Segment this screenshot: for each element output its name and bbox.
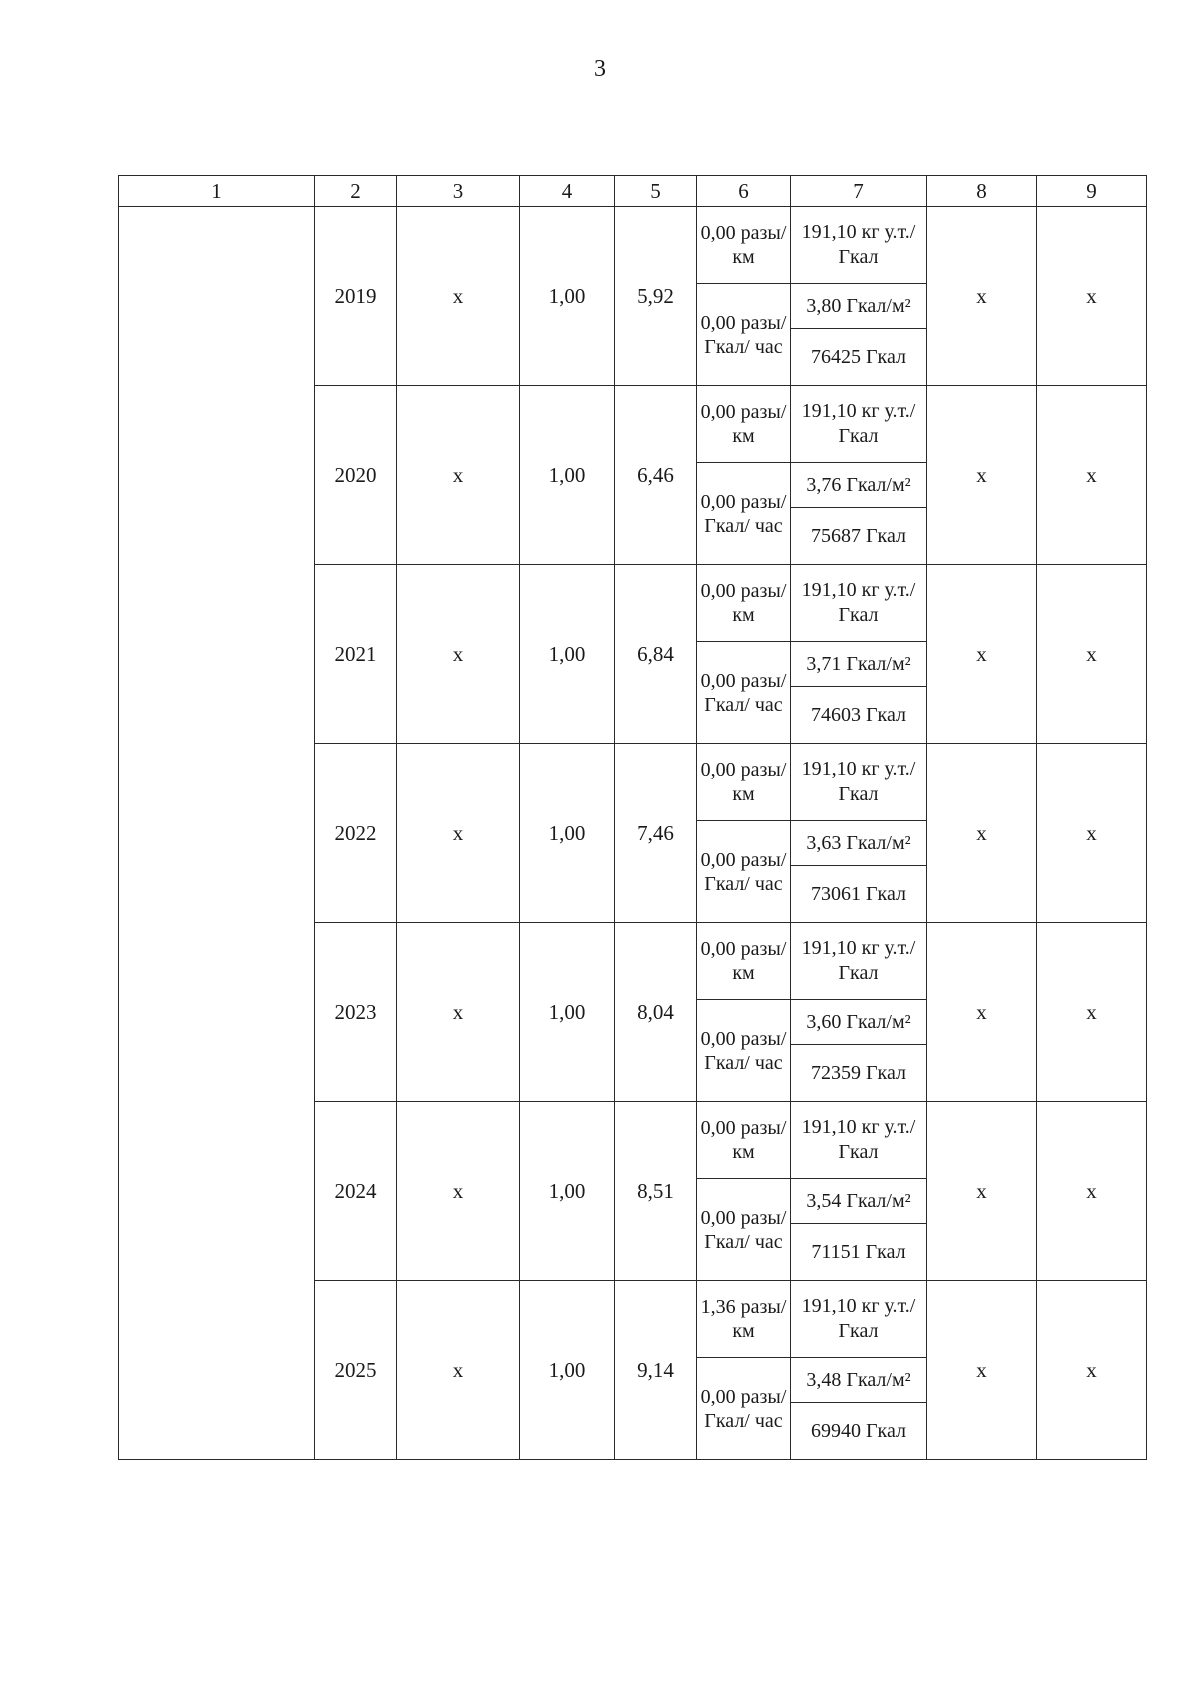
- column-7-first-cell: 191,10 кг у.т./Гкал: [791, 744, 927, 821]
- year-cell: 2019: [315, 207, 397, 386]
- column-6-top-cell: 0,00 разы/ км: [697, 744, 791, 821]
- column-8-cell: х: [927, 1281, 1037, 1460]
- column-7-first-cell: 191,10 кг у.т./Гкал: [791, 923, 927, 1000]
- column-7-first-cell: 191,10 кг у.т./Гкал: [791, 565, 927, 642]
- column-6-top-cell: 1,36 разы/ км: [697, 1281, 791, 1358]
- column-7-second-cell: 3,60 Гкал/м²: [791, 1000, 927, 1045]
- column-7-third-cell: 71151 Гкал: [791, 1224, 927, 1281]
- column-6-bottom-cell: 0,00 разы/ Гкал/ час: [697, 821, 791, 923]
- column-number: 9: [1037, 176, 1147, 207]
- column-7-second-cell: 3,63 Гкал/м²: [791, 821, 927, 866]
- column-7-first-cell: 191,10 кг у.т./Гкал: [791, 386, 927, 463]
- column-7-first-cell: 191,10 кг у.т./Гкал: [791, 1102, 927, 1179]
- year-cell: 2020: [315, 386, 397, 565]
- column-6-top-cell: 0,00 разы/ км: [697, 1102, 791, 1179]
- column-number: 4: [520, 176, 615, 207]
- column-8-cell: х: [927, 744, 1037, 923]
- column-9-cell: х: [1037, 1281, 1147, 1460]
- column-4-cell: 1,00: [520, 565, 615, 744]
- column-number: 6: [697, 176, 791, 207]
- column-9-cell: х: [1037, 386, 1147, 565]
- column-7-second-cell: 3,76 Гкал/м²: [791, 463, 927, 508]
- column-7-third-cell: 73061 Гкал: [791, 866, 927, 923]
- column-6-bottom-cell: 0,00 разы/ Гкал/ час: [697, 284, 791, 386]
- column-3-cell: х: [397, 386, 520, 565]
- column-4-cell: 1,00: [520, 1281, 615, 1460]
- year-cell: 2025: [315, 1281, 397, 1460]
- column-7-first-cell: 191,10 кг у.т./Гкал: [791, 1281, 927, 1358]
- column-6-bottom-cell: 0,00 разы/ Гкал/ час: [697, 1000, 791, 1102]
- column-9-cell: х: [1037, 565, 1147, 744]
- column-7-third-cell: 76425 Гкал: [791, 329, 927, 386]
- column-number: 8: [927, 176, 1037, 207]
- column-8-cell: х: [927, 207, 1037, 386]
- column-7-third-cell: 75687 Гкал: [791, 508, 927, 565]
- column-6-bottom-cell: 0,00 разы/ Гкал/ час: [697, 463, 791, 565]
- column-number: 5: [615, 176, 697, 207]
- column-5-cell: 9,14: [615, 1281, 697, 1460]
- column-7-second-cell: 3,54 Гкал/м²: [791, 1179, 927, 1224]
- column-5-cell: 6,84: [615, 565, 697, 744]
- column-5-cell: 5,92: [615, 207, 697, 386]
- column-7-third-cell: 72359 Гкал: [791, 1045, 927, 1102]
- column-8-cell: х: [927, 1102, 1037, 1281]
- column-9-cell: х: [1037, 207, 1147, 386]
- data-table: [118, 175, 1147, 1460]
- table-row: [119, 207, 1147, 284]
- column-7-first-cell: 191,10 кг у.т./Гкал: [791, 207, 927, 284]
- column-9-cell: х: [1037, 1102, 1147, 1281]
- column-4-cell: 1,00: [520, 207, 615, 386]
- column-number: 1: [119, 176, 315, 207]
- column-3-cell: х: [397, 565, 520, 744]
- column-6-bottom-cell: 0,00 разы/ Гкал/ час: [697, 642, 791, 744]
- column-6-bottom-cell: 0,00 разы/ Гкал/ час: [697, 1358, 791, 1460]
- column-6-bottom-cell: 0,00 разы/ Гкал/ час: [697, 1179, 791, 1281]
- column-7-second-cell: 3,48 Гкал/м²: [791, 1358, 927, 1403]
- page-number: 3: [594, 56, 606, 82]
- column-4-cell: 1,00: [520, 744, 615, 923]
- year-cell: 2024: [315, 1102, 397, 1281]
- column-1-empty-cell: [119, 207, 315, 1460]
- column-7-third-cell: 69940 Гкал: [791, 1403, 927, 1460]
- year-cell: 2021: [315, 565, 397, 744]
- column-4-cell: 1,00: [520, 923, 615, 1102]
- column-7-third-cell: 74603 Гкал: [791, 687, 927, 744]
- column-number-row: [119, 176, 1147, 207]
- column-7-second-cell: 3,80 Гкал/м²: [791, 284, 927, 329]
- column-5-cell: 8,51: [615, 1102, 697, 1281]
- column-number: 2: [315, 176, 397, 207]
- column-5-cell: 7,46: [615, 744, 697, 923]
- column-8-cell: х: [927, 565, 1037, 744]
- year-cell: 2022: [315, 744, 397, 923]
- column-9-cell: х: [1037, 744, 1147, 923]
- column-number: 7: [791, 176, 927, 207]
- column-8-cell: х: [927, 386, 1037, 565]
- column-6-top-cell: 0,00 разы/ км: [697, 207, 791, 284]
- column-5-cell: 6,46: [615, 386, 697, 565]
- column-4-cell: 1,00: [520, 1102, 615, 1281]
- column-8-cell: х: [927, 923, 1037, 1102]
- column-3-cell: х: [397, 207, 520, 386]
- column-4-cell: 1,00: [520, 386, 615, 565]
- column-6-top-cell: 0,00 разы/ км: [697, 565, 791, 642]
- column-3-cell: х: [397, 923, 520, 1102]
- column-6-top-cell: 0,00 разы/ км: [697, 923, 791, 1000]
- column-3-cell: х: [397, 1102, 520, 1281]
- column-6-top-cell: 0,00 разы/ км: [697, 386, 791, 463]
- column-5-cell: 8,04: [615, 923, 697, 1102]
- column-number: 3: [397, 176, 520, 207]
- column-7-second-cell: 3,71 Гкал/м²: [791, 642, 927, 687]
- column-3-cell: х: [397, 744, 520, 923]
- column-9-cell: х: [1037, 923, 1147, 1102]
- year-cell: 2023: [315, 923, 397, 1102]
- column-3-cell: х: [397, 1281, 520, 1460]
